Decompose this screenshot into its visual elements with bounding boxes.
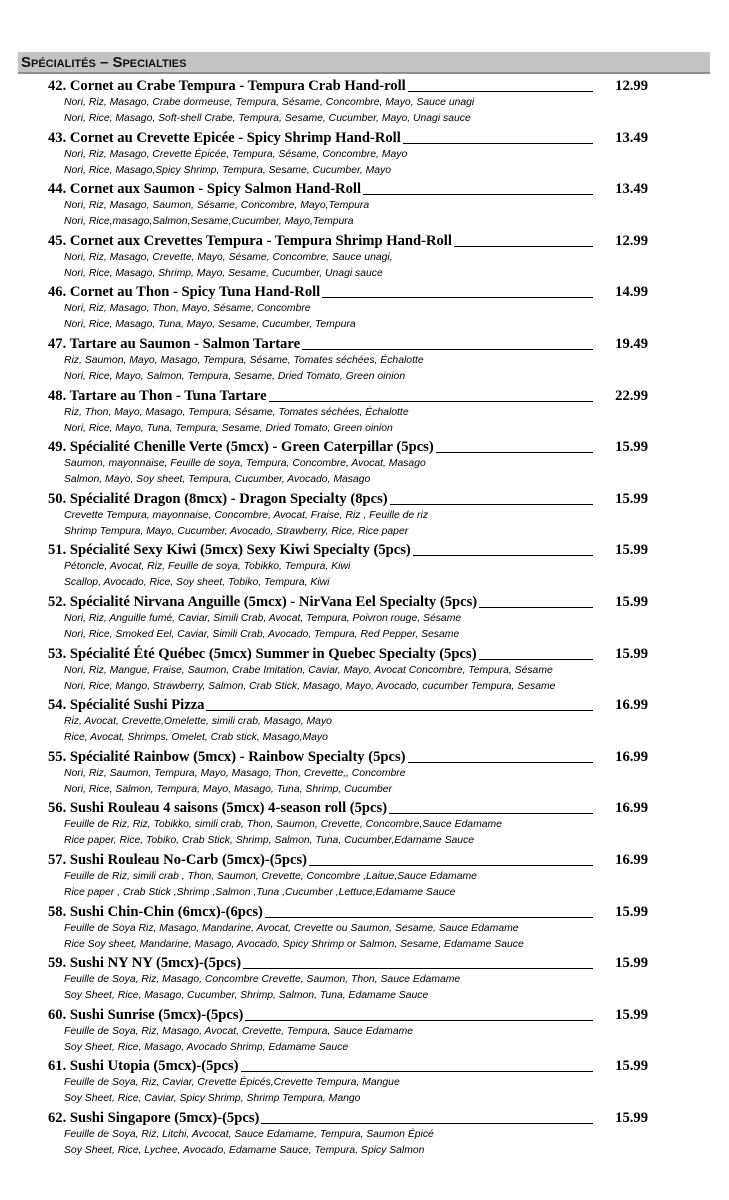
menu-item-price: 16.99 — [615, 697, 648, 714]
menu-item-title: 61. Sushi Utopia (5mcx)-(5pcs) — [48, 1058, 239, 1075]
menu-item-description-en: Soy Sheet, Rice, Masago, Cucumber, Shrimp, Salmon, Tuna, Edamame Sauce — [64, 990, 429, 1002]
leader-line — [454, 246, 593, 247]
menu-item-title: 60. Sushi Sunrise (5mcx)-(5pcs) — [48, 1006, 244, 1023]
menu-item-title-row — [48, 1055, 648, 1075]
menu-item-title: 50. Spécialité Dragon (8mcx) - Dragon Specialty (8pcs) — [48, 490, 388, 507]
menu-item-title-row — [48, 333, 648, 353]
menu-item-price: 15.99 — [615, 1058, 648, 1075]
leader-line — [413, 555, 593, 556]
menu-item-title-row — [48, 952, 648, 972]
menu-item — [48, 849, 648, 901]
menu-item — [48, 901, 648, 953]
menu-item-description-fr: Nori, Riz, Saumon, Tempura, Mayo, Masago, Thon, Crevette,, Concombre — [64, 767, 406, 779]
menu-item-price: 13.49 — [615, 129, 648, 146]
leader-line — [322, 297, 593, 298]
menu-item-description-en: Shrimp Tempura, Mayo, Cucumber, Avocado, Strawberry, Rice, Rice paper — [64, 525, 409, 537]
menu-item — [48, 1055, 648, 1107]
menu-item-title: 47. Tartare au Saumon - Salmon Tartare — [48, 335, 301, 352]
menu-item-title: 46. Cornet au Thon - Spicy Tuna Hand-Roll — [48, 284, 321, 301]
leader-line — [479, 659, 593, 660]
menu-item-title: 54. Spécialité Sushi Pizza — [48, 697, 205, 714]
menu-item-description-fr: Feuille de Soya Riz, Masago, Mandarine, Avocat, Crevette ou Saumon, Sesame, Sauce Edamame — [64, 922, 519, 934]
menu-item-title: 43. Cornet au Crevette Epicée - Spicy Shrimp Hand-Roll — [48, 129, 401, 146]
menu-item-title: 56. Sushi Rouleau 4 saisons (5mcx) 4-season roll (5pcs) — [48, 800, 388, 817]
menu-item-title: 62. Sushi Singapore (5mcx)-(5pcs) — [48, 1109, 260, 1126]
menu-item-description-fr: Riz, Saumon, Mayo, Masago, Tempura, Sésame, Tomates séchées, Échalotte — [64, 354, 424, 366]
menu-item-title-row — [48, 488, 648, 508]
leader-line — [363, 194, 593, 195]
menu-item-title: 57. Sushi Rouleau No-Carb (5mcx)-(5pcs) — [48, 851, 308, 868]
menu-item-title-row — [48, 643, 648, 663]
menu-item-title: 45. Cornet aux Crevettes Tempura - Tempura Shrimp Hand-Roll — [48, 232, 452, 249]
menu-item-description-fr: Feuille de Soya, Riz, Litchi, Avcocat, Sauce Edamame, Tempura, Saumon Épicé — [64, 1128, 434, 1140]
leader-line — [389, 813, 593, 814]
menu-item-title: 55. Spécialité Rainbow (5mcx) - Rainbow Specialty (5pcs) — [48, 748, 406, 765]
menu-item-description-fr: Nori, Riz, Mangue, Fraise, Saumon, Crabe Imitation, Caviar, Mayo, Avocat Concombre, Tempura, Sésame — [64, 664, 553, 676]
menu-item-price: 12.99 — [615, 232, 648, 249]
menu-items-list — [48, 75, 648, 1158]
menu-item-title: 59. Sushi NY NY (5mcx)-(5pcs) — [48, 955, 242, 972]
menu-item-description-fr: Feuille de Riz, simili crab , Thon, Saumon, Crevette, Concombre ,Laitue,Sauce Edamame — [64, 870, 477, 882]
menu-item-description-fr: Nori, Riz, Masago, Crevette, Mayo, Sésame, Concombre, Sauce unagi, — [64, 251, 393, 263]
leader-line — [302, 349, 593, 350]
menu-item-description-fr: Nori, Riz, Masago, Crevette Épicée, Tempura, Sésame, Concombre, Mayo — [64, 148, 408, 160]
menu-item-title-row — [48, 901, 648, 921]
menu-item-description-en: Nori, Rice, Mayo, Tuna, Tempura, Sesame, Dried Tomato, Green oinion — [64, 422, 393, 434]
leader-line — [408, 762, 593, 763]
menu-item — [48, 281, 648, 333]
menu-item-description-en: Scallop, Avocado, Rice, Soy sheet, Tobiko, Tempura, Kiwi — [64, 577, 330, 589]
menu-item-price: 15.99 — [615, 1006, 648, 1023]
leader-line — [265, 917, 593, 918]
menu-item-price: 15.99 — [615, 439, 648, 456]
menu-item-description-fr: Saumon, mayonnaise, Feuille de soya, Tempura, Concombre, Avocat, Masago — [64, 458, 426, 470]
menu-item-description-fr: Nori, Riz, Anguille fumé, Caviar, Simili Crab, Avocat, Tempura, Poivron rouge, Sésame — [64, 612, 462, 624]
leader-line — [408, 91, 593, 92]
leader-line — [206, 710, 593, 711]
menu-item — [48, 694, 648, 746]
leader-line — [261, 1123, 593, 1124]
menu-item — [48, 127, 648, 179]
menu-item-title-row — [48, 591, 648, 611]
menu-item-title-row — [48, 230, 648, 250]
menu-item — [48, 333, 648, 385]
menu-item-price: 12.99 — [615, 78, 648, 94]
menu-item-title-row — [48, 694, 648, 714]
leader-line — [309, 865, 593, 866]
menu-item — [48, 230, 648, 282]
menu-item-description-fr: Feuille de Soya, Riz, Masago, Avocat, Crevette, Tempura, Sauce Edamame — [64, 1025, 414, 1037]
menu-item — [48, 1107, 648, 1159]
menu-item-price: 16.99 — [615, 748, 648, 765]
menu-item-price: 16.99 — [615, 800, 648, 817]
menu-item-title-row — [48, 127, 648, 147]
menu-item-description-fr: Riz, Avocat, Crevette,Omelette, simili crab, Masago, Mayo — [64, 716, 332, 728]
menu-item — [48, 797, 648, 849]
menu-item-price: 19.49 — [615, 335, 648, 352]
menu-item-price: 15.99 — [615, 490, 648, 507]
menu-item — [48, 178, 648, 230]
menu-item-description-en: Nori, Rice, Salmon, Tempura, Mayo, Masago, Tuna, Shrimp, Cucumber — [64, 783, 393, 795]
menu-item-description-fr: Crevette Tempura, mayonnaise, Concombre, Avocat, Fraise, Riz , Feuille de riz — [64, 509, 429, 521]
menu-item-price: 15.99 — [615, 1109, 648, 1126]
menu-item-title-row — [48, 1004, 648, 1024]
menu-item-description-en: Rice paper , Crab Stick ,Shrimp ,Salmon ,Tuna ,Cucumber ,Lettuce,Edamame Sauce — [64, 886, 456, 898]
menu-item-description-en: Rice paper, Rice, Tobiko, Crab Stick, Shrimp, Salmon, Tuna, Cucumber,Edamame Sauce — [64, 835, 475, 847]
menu-item-description-fr: Nori, Riz, Masago, Thon, Mayo, Sésame, Concombre — [64, 303, 311, 315]
menu-item-price: 13.49 — [615, 181, 648, 198]
leader-line — [245, 1020, 593, 1021]
menu-item-title: 53. Spécialité Été Québec (5mcx) Summer in Quebec Specialty (5pcs) — [48, 645, 477, 662]
menu-item — [48, 643, 648, 695]
menu-item-title: 58. Sushi Chin-Chin (6mcx)-(6pcs) — [48, 903, 263, 920]
menu-item-description-en: Nori, Rice, Masago, Tuna, Mayo, Sesame, Cucumber, Tempura — [64, 319, 356, 331]
menu-item — [48, 488, 648, 540]
menu-item-description-en: Nori, Rice, Mango, Strawberry, Salmon, Crab Stick, Masago, Mayo, Avocado, cucumber Tempura, Sesame — [64, 680, 556, 692]
menu-item — [48, 746, 648, 798]
leader-line — [479, 607, 593, 608]
menu-item-title-row — [48, 75, 648, 95]
menu-item-description-en: Nori, Rice, Masago, Shrimp, Mayo, Sesame, Cucumber, Unagi sauce — [64, 267, 383, 279]
menu-item-price: 14.99 — [615, 284, 648, 301]
menu-item-description-en: Rice, Avocat, Shrimps, Omelet, Crab stick, Masago,Mayo — [64, 732, 328, 744]
section-title: Spécialités – Specialties — [18, 52, 710, 74]
menu-item-description-fr: Feuille de Soya, Riz, Caviar, Crevette Épicés,Crevette Tempura, Mangue — [64, 1077, 400, 1089]
menu-item-description-fr: Feuille de Soya, Riz, Masago, Concombre Crevette, Saumon, Thon, Sauce Edamame — [64, 974, 461, 986]
leader-line — [403, 143, 593, 144]
menu-item-description-fr: Feuille de Riz, Riz, Tobikko, simili crab, Thon, Saumon, Crevette, Concombre,Sauce Edamame — [64, 819, 502, 831]
menu-item-title: 49. Spécialité Chenille Verte (5mcx) - Green Caterpillar (5pcs) — [48, 439, 434, 456]
menu-item-title: 52. Spécialité Nirvana Anguille (5mcx) - NirVana Eel Specialty (5pcs) — [48, 593, 478, 610]
menu-item — [48, 1004, 648, 1056]
menu-item — [48, 75, 648, 127]
menu-item-title: 48. Tartare au Thon - Tuna Tartare — [48, 387, 267, 404]
menu-item-price: 15.99 — [615, 645, 648, 662]
menu-item-description-en: Soy Sheet, Rice, Masago, Avocado Shrimp, Edamame Sauce — [64, 1041, 349, 1053]
menu-item-price: 15.99 — [615, 542, 648, 559]
menu-item — [48, 539, 648, 591]
menu-item-description-en: Salmon, Mayo, Soy sheet, Tempura, Cucumber, Avocado, Masago — [64, 474, 371, 486]
menu-item-title-row — [48, 1107, 648, 1127]
leader-line — [241, 1071, 593, 1072]
menu-item-description-en: Nori, Rice,masago,Salmon,Sesame,Cucumber, Mayo,Tempura — [64, 216, 354, 228]
menu-item — [48, 385, 648, 437]
menu-item-title-row — [48, 385, 648, 405]
leader-line — [390, 504, 593, 505]
menu-item — [48, 952, 648, 1004]
menu-item-title-row — [48, 436, 648, 456]
menu-item-description-fr: Nori, Riz, Masago, Crabe dormeuse, Tempura, Sésame, Concombre, Mayo, Sauce unagi — [64, 97, 475, 108]
menu-item — [48, 591, 648, 643]
menu-item-description-fr: Riz, Thon, Mayo, Masago, Tempura, Sésame, Tomates séchées, Échalotte — [64, 406, 409, 418]
menu-item-title-row — [48, 746, 648, 766]
menu-item-price: 16.99 — [615, 851, 648, 868]
menu-item-description-en: Rice Soy sheet, Mandarine, Masago, Avocado, Spicy Shrimp or Salmon, Sesame, Edamame Sauce — [64, 938, 524, 950]
menu-item-description-fr: Nori, Riz, Masago, Saumon, Sésame, Concombre, Mayo,Tempura — [64, 200, 370, 212]
menu-item — [48, 436, 648, 488]
leader-line — [269, 401, 593, 402]
menu-item-price: 22.99 — [615, 387, 648, 404]
menu-item-title-row — [48, 178, 648, 198]
menu-item-title-row — [48, 281, 648, 301]
menu-item-title: 44. Cornet aux Saumon - Spicy Salmon Hand-Roll — [48, 181, 362, 198]
menu-item-description-en: Nori, Rice, Masago,Spicy Shrimp, Tempura, Sesame, Cucumber, Mayo — [64, 164, 392, 176]
menu-item-title-row — [48, 849, 648, 869]
menu-item-description-en: Soy Sheet, Rice, Caviar, Spicy Shrimp, Shrimp Tempura, Mango — [64, 1093, 361, 1105]
menu-item-description-en: Nori, Rice, Masago, Soft-shell Crabe, Tempura, Sesame, Cucumber, Mayo, Unagi sauce — [64, 113, 471, 124]
leader-line — [243, 968, 593, 969]
menu-item-price: 15.99 — [615, 593, 648, 610]
leader-line — [436, 452, 593, 453]
menu-item-title: 42. Cornet au Crabe Tempura - Tempura Crab Hand-roll — [48, 78, 406, 94]
menu-item-title-row — [48, 797, 648, 817]
menu-item-title: 51. Spécialité Sexy Kiwi (5mcx) Sexy Kiwi Specialty (5pcs) — [48, 542, 411, 559]
menu-item-description-en: Nori, Rice, Mayo, Salmon, Tempura, Sesame, Dried Tomato, Green oinion — [64, 370, 406, 382]
menu-item-price: 15.99 — [615, 955, 648, 972]
menu-item-description-en: Soy Sheet, Rice, Lychee, Avocado, Edamame Sauce, Tempura, Spicy Salmon — [64, 1144, 425, 1156]
menu-item-description-fr: Pétoncle, Avocat, Riz, Feuille de soya, Tobikko, Tempura, Kiwi — [64, 561, 351, 573]
menu-item-price: 15.99 — [615, 903, 648, 920]
menu-item-title-row — [48, 539, 648, 559]
menu-item-description-en: Nori, Rice, Smoked Eel, Caviar, Simili Crab, Avocado, Tempura, Red Pepper, Sesame — [64, 628, 460, 640]
